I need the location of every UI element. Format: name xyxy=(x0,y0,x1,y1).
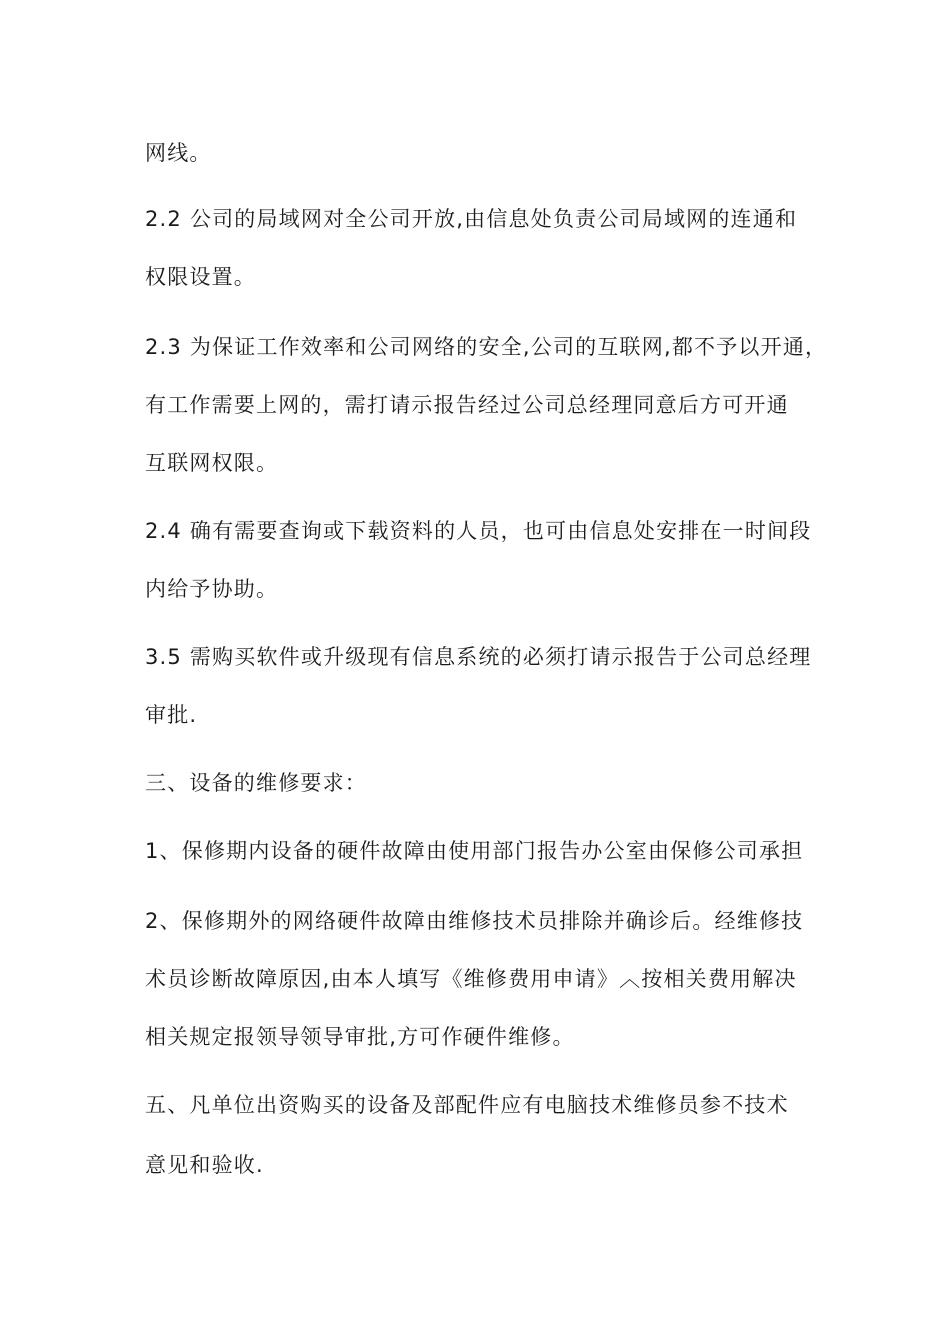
text-line: 互联网权限。 xyxy=(145,451,279,475)
text-line: 术员诊断故障原因,由本人填写《维修费用申请》︿按相关费用解决 xyxy=(145,967,797,991)
section-heading: 三、设备的维修要求： xyxy=(145,771,367,795)
text-line: 五、凡单位出资购买的设备及部配件应有电脑技术维修员参不技术 xyxy=(145,1093,789,1117)
text-line: 2.2 公司的局域网对全公司开放,由信息处负责公司局域网的连通和 xyxy=(145,207,798,231)
text-line: 内给予协助。 xyxy=(145,577,279,601)
text-line: 审批. xyxy=(145,703,198,727)
text-line: 权限设置。 xyxy=(145,265,256,289)
text-line: 3.5 需购买软件或升级现有信息系统的必须打请示报告于公司总经理 xyxy=(145,645,812,669)
text-line: 意见和验收. xyxy=(145,1153,264,1177)
text-line: 2.4 确有需要查询或下载资料的人员，也可由信息处安排在一时间段 xyxy=(145,519,812,543)
text-line: 1、保修期内设备的硬件故障由使用部门报告办公室由保修公司承担 xyxy=(145,839,804,863)
text-line: 相关规定报领导领导审批,方可作硬件维修。 xyxy=(145,1025,575,1049)
text-line: 网线。 xyxy=(145,141,212,165)
text-line: 2.3 为保证工作效率和公司网络的安全,公司的互联网,都不予以开通， xyxy=(145,335,828,359)
text-line: 2、保修期外的网络硬件故障由维修技术员排除并确诊后。经维修技 xyxy=(145,909,804,933)
text-line: 有工作需要上网的，需打请示报告经过公司总经理同意后方可开通 xyxy=(145,393,789,417)
